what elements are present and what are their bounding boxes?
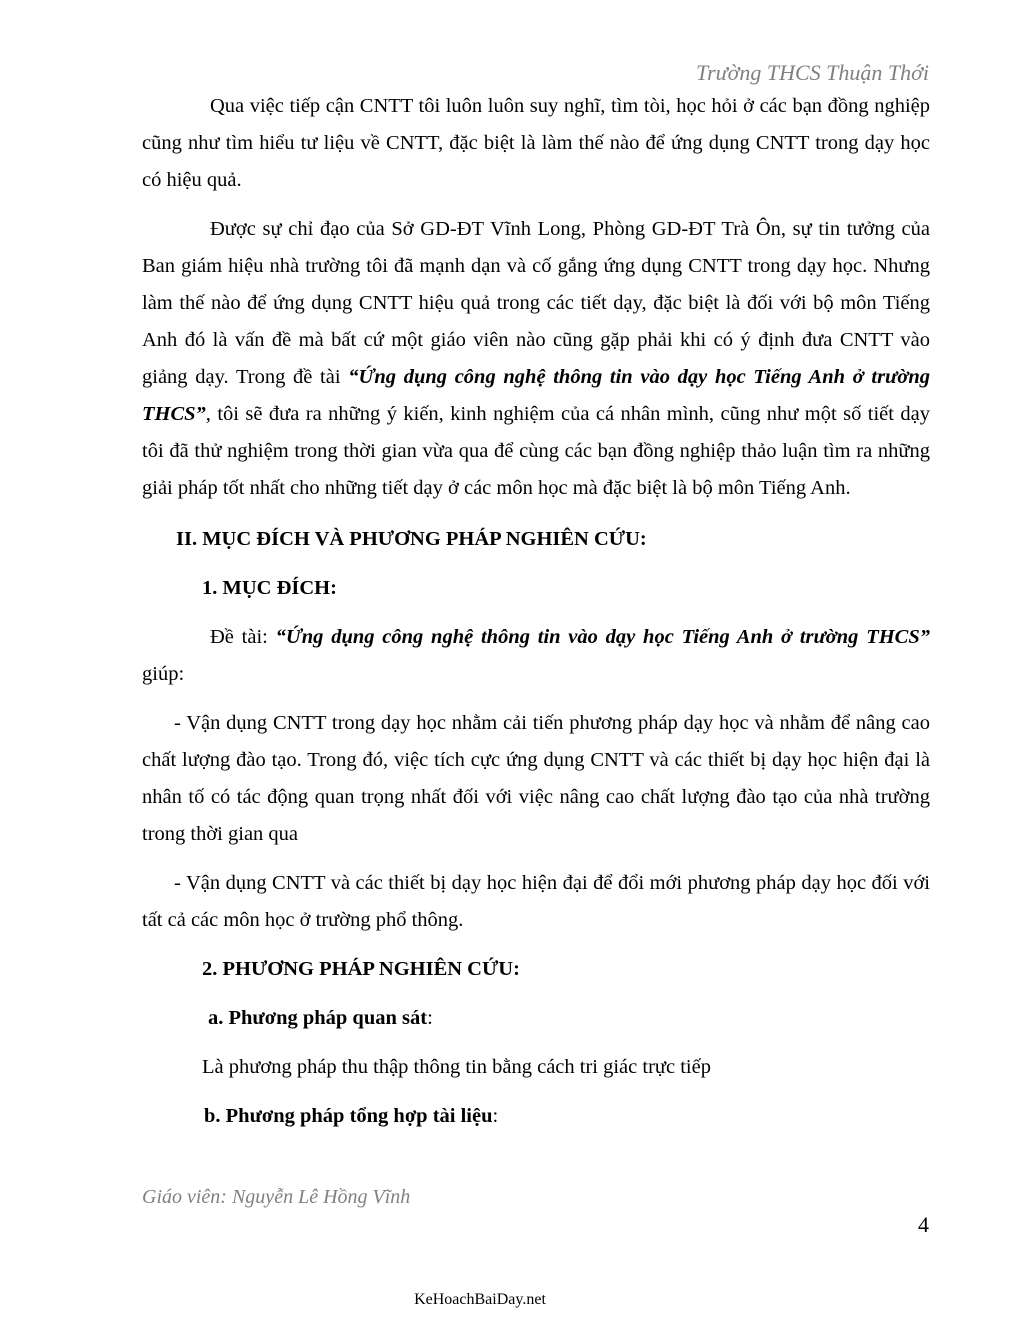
method-b-colon: : — [492, 1105, 499, 1127]
topic-title: “Ứng dụng công nghệ thông tin vào dạy học Tiếng Anh ở trường THCS” — [275, 626, 930, 648]
bullet-item-2: - Vận dụng CNTT và các thiết bị dạy học hiện đại để đổi mới phương pháp dạy học đối với tất cả các môn học ở trường phổ thông. — [142, 872, 930, 931]
topic-end: giúp: — [142, 663, 185, 685]
school-header: Trường THCS Thuận Thới — [696, 60, 929, 85]
method-b-heading — [142, 1098, 930, 1135]
paragraph-context-end: , tôi sẽ đưa ra những ý kiến, kinh nghiệm của cá nhân mình, cũng như một số tiết dạy tôi đã thử nghiệm trong thời gian vừa qua để cùng các bạn đồng nghiệp thảo luận tìm ra những giải pháp tốt nhất cho những tiết dạy ở các môn học mà đặc biệt là bộ môn Tiếng Anh. — [142, 403, 930, 499]
website-footer: KeHoachBaiDay.net — [414, 1291, 546, 1308]
subsection-heading-purpose: 1. MỤC ĐÍCH: — [202, 577, 337, 599]
method-a-colon: : — [427, 1007, 433, 1029]
paragraph-context-start: Được sự chỉ đạo của Sở GD-ĐT Vĩnh Long, Phòng GD-ĐT Trà Ôn, sự tin tưởng của Ban giám hiệu nhà trường tôi đã mạnh dạn và cố gắng ứng dụng CNTT trong dạy học. Nhưng làm thế nào để ứng dụng CNTT hiệu quả trong các tiết dạy, đặc biệt là đối với bộ môn Tiếng Anh đó là vấn đề mà bất cứ một giáo viên nào cũng gặp phải khi có ý định đưa CNTT vào giảng dạy. Trong đề tài — [142, 218, 930, 388]
paragraph-context-topic-title: “Ứng dụng công nghệ thông tin vào dạy học Tiếng Anh ở trường THCS” — [142, 366, 930, 425]
page-number: 4 — [918, 1212, 929, 1237]
document-body — [142, 88, 930, 1135]
subsection-heading-method: 2. PHƯƠNG PHÁP NGHIÊN CỨU: — [202, 958, 520, 980]
method-a-heading-text: a. Phương pháp quan sát — [208, 1007, 428, 1029]
method-b-heading-text: b. Phương pháp tổng hợp tài liệu — [204, 1105, 493, 1127]
section-heading-purpose-method: II. MỤC ĐÍCH VÀ PHƯƠNG PHÁP NGHIÊN CỨU: — [176, 528, 647, 550]
paragraph-intro: Qua việc tiếp cận CNTT tôi luôn luôn suy nghĩ, tìm tòi, học hỏi ở các bạn đồng nghiệp cũng như tìm hiểu tư liệu về CNTT, đặc biệt là làm thế nào để ứng dụng CNTT trong dạy học có hiệu quả. — [142, 95, 930, 191]
method-a-text: Là phương pháp thu thập thông tin bằng cách tri giác trực tiếp — [202, 1056, 711, 1078]
paragraph-topic — [142, 619, 930, 693]
paragraph-context — [142, 211, 930, 507]
topic-label: Đề tài: — [210, 626, 276, 648]
bullet-item-1: - Vận dụng CNTT trong dạy học nhằm cải tiến phương pháp dạy học và nhằm để nâng cao chất lượng đào tạo. Trong đó, việc tích cực ứng dụng CNTT và các thiết bị dạy học hiện đại là nhân tố có tác động quan trọng nhất đối với việc nâng cao chất lượng đào tạo của nhà trường trong thời gian qua — [142, 712, 930, 845]
teacher-footer: Giáo viên: Nguyễn Lê Hồng Vĩnh — [142, 1186, 411, 1208]
method-a-heading — [142, 1000, 930, 1037]
